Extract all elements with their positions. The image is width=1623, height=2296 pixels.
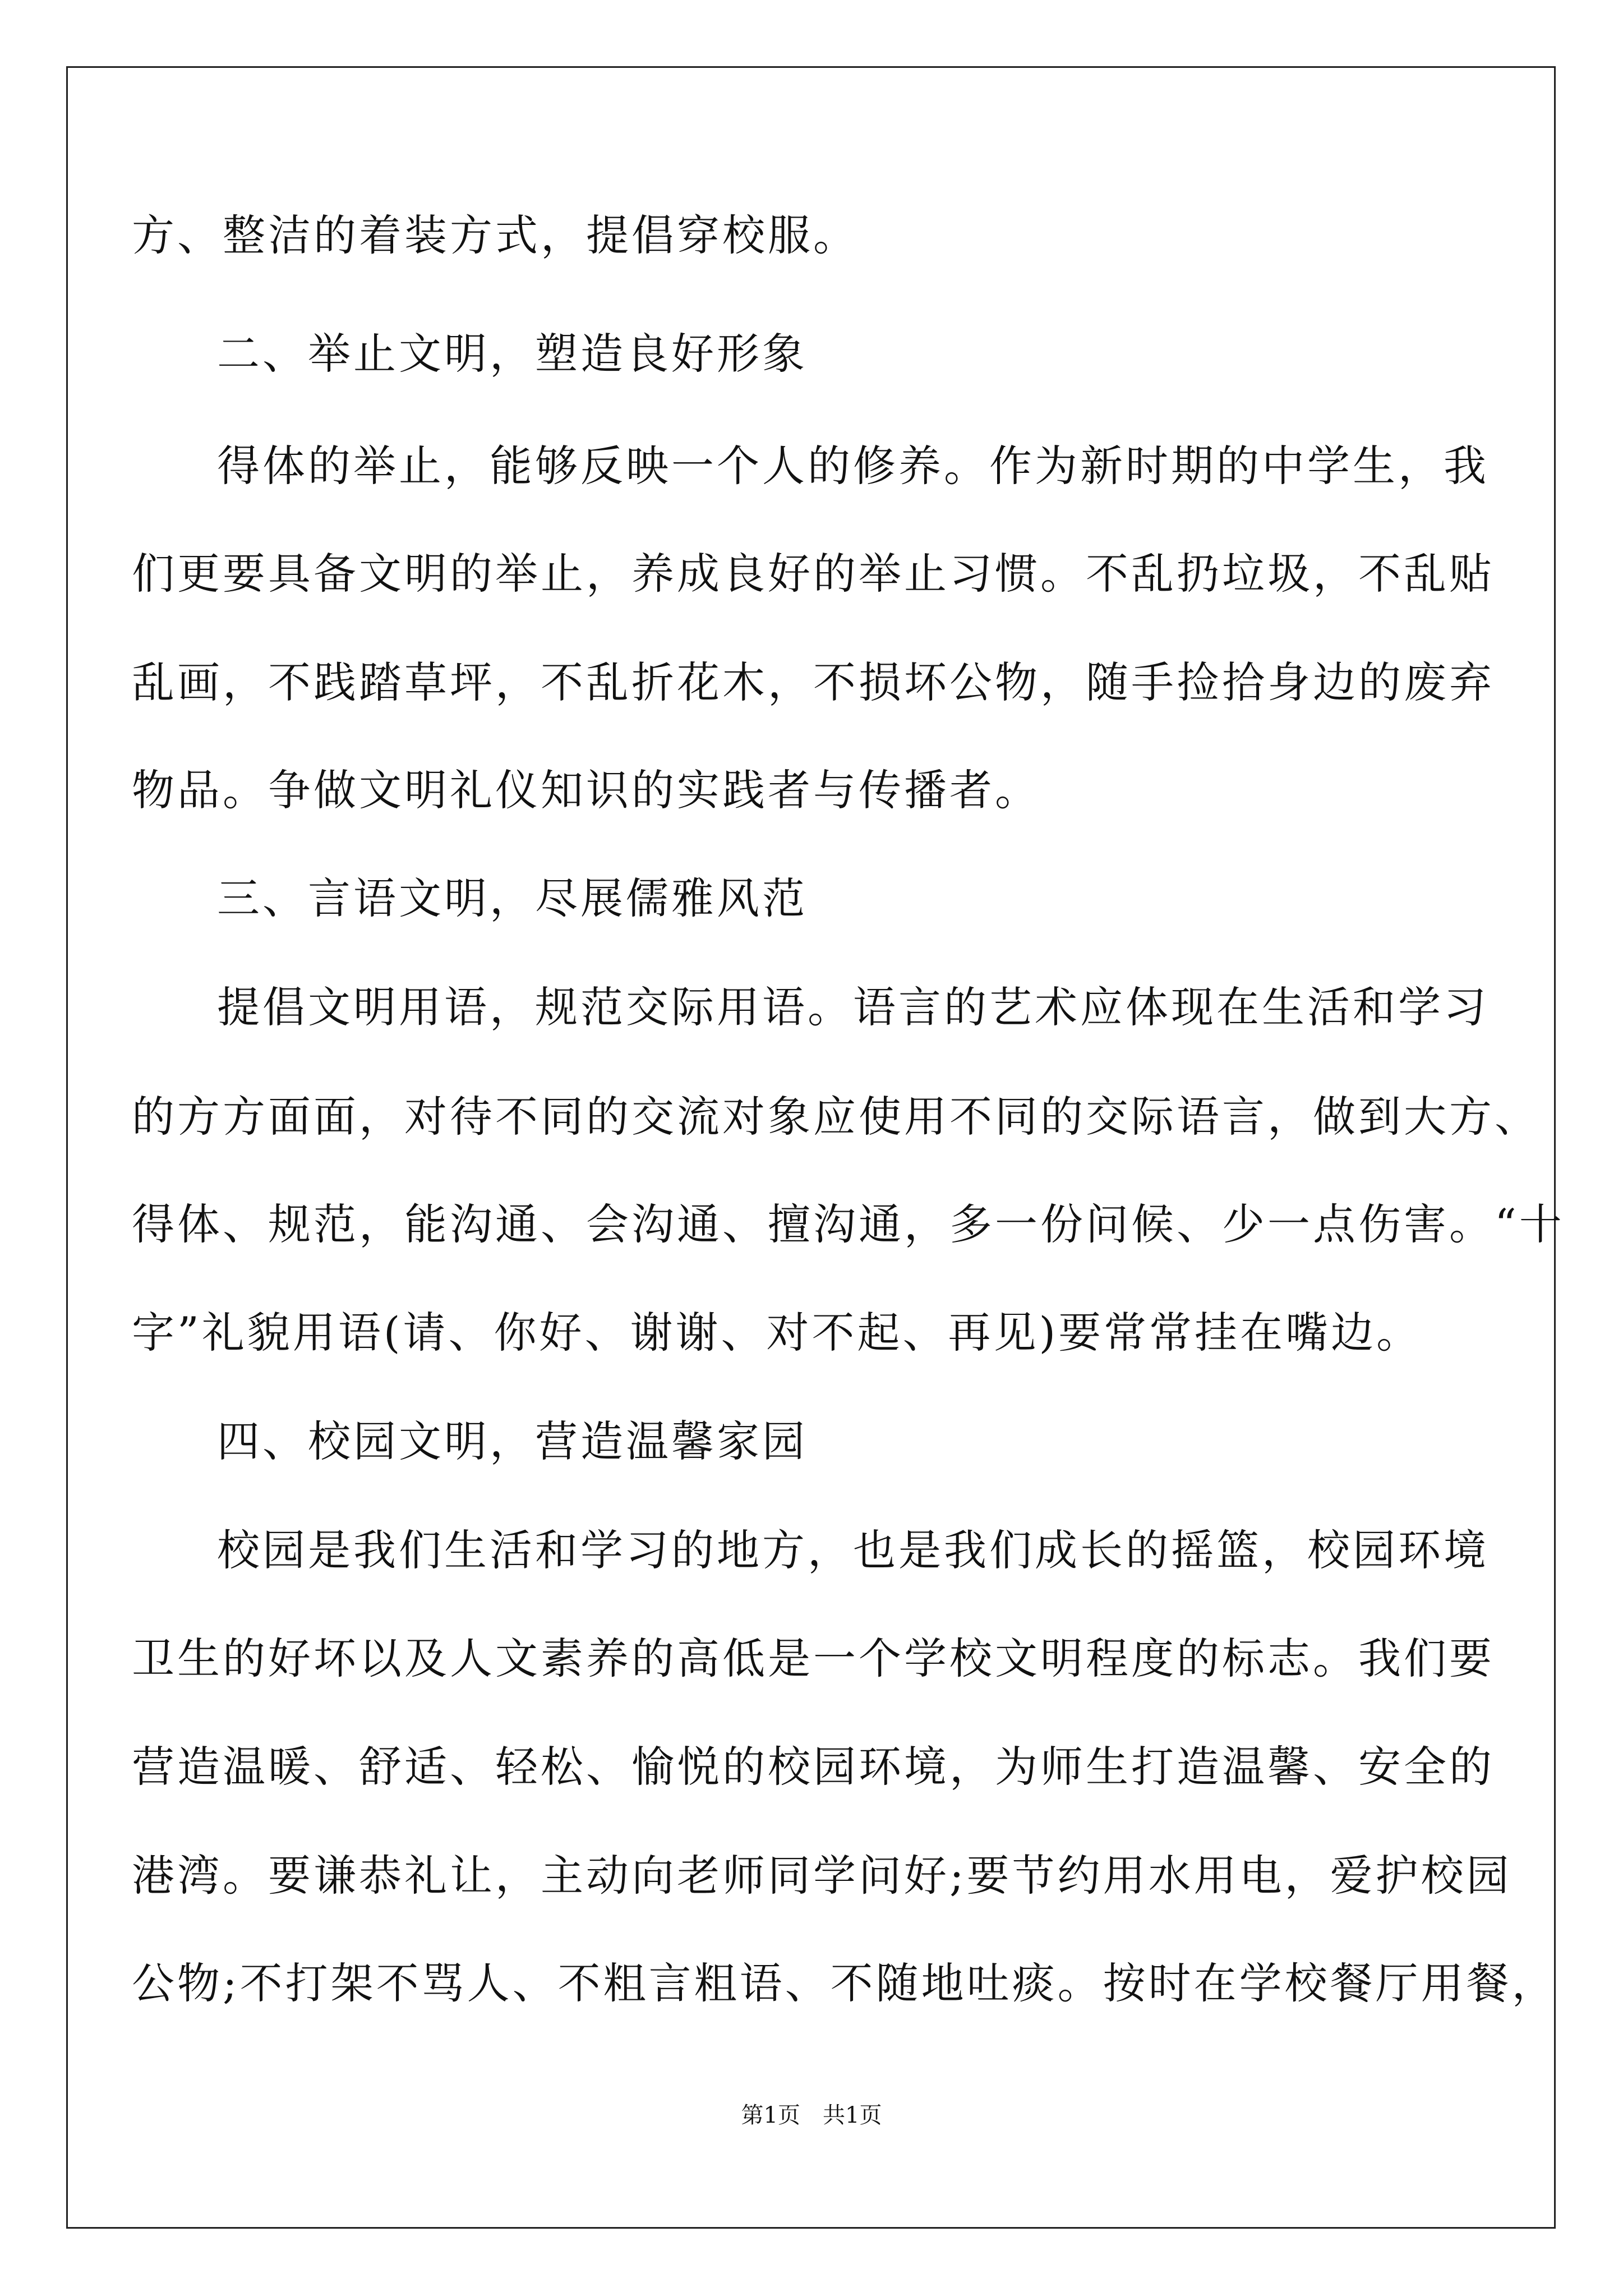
paragraph-line: 提倡文明用语，规范交际用语。语言的艺术应体现在生活和学习 [217, 982, 1489, 1032]
page-number: 第1页 共1页 [741, 2102, 882, 2128]
paragraph-line: 的方方面面，对待不同的交流对象应使用不同的交际语言，做到大方、 [132, 1092, 1540, 1142]
paragraph-line: 们更要具备文明的举止，养成良好的举止习惯。不乱扔垃圾，不乱贴 [132, 549, 1495, 599]
paragraph-line: 营造温暖、舒适、轻松、愉悦的校园环境，为师生打造温馨、安全的 [132, 1742, 1495, 1792]
section-heading: 四、校园文明，营造温馨家园 [217, 1416, 808, 1466]
paragraph-line: 物品。争做文明礼仪知识的实践者与传播者。 [132, 765, 1040, 815]
paragraph-line: 得体、规范，能沟通、会沟通、擅沟通，多一份问候、少一点伤害。“十 [132, 1199, 1565, 1249]
paragraph-line: 卫生的好坏以及人文素养的高低是一个学校文明程度的标志。我们要 [132, 1634, 1495, 1683]
paragraph-line: 港湾。要谦恭礼让，主动向老师同学问好;要节约用水用电，爱护校园 [132, 1851, 1512, 1901]
paragraph-line: 公物;不打架不骂人、不粗言粗语、不随地吐痰。按时在学校餐厅用餐， [132, 1958, 1557, 2008]
section-heading: 三、言语文明，尽展儒雅风范 [217, 873, 808, 923]
paragraph-line: 乱画，不践踏草坪，不乱折花木，不损坏公物，随手捡拾身边的废弃 [132, 657, 1495, 707]
paragraph-line: 得体的举止，能够反映一个人的修养。作为新时期的中学生，我 [217, 441, 1489, 491]
section-heading: 二、举止文明，塑造良好形象 [217, 329, 808, 379]
paragraph-line: 方、整洁的着装方式，提倡穿校服。 [132, 210, 859, 260]
paragraph-line: 校园是我们生活和学习的地方，也是我们成长的摇篮，校园环境 [217, 1525, 1489, 1575]
paragraph-line: 字”礼貌用语(请、你好、谢谢、对不起、再见)要常常挂在嘴边。 [132, 1308, 1422, 1358]
